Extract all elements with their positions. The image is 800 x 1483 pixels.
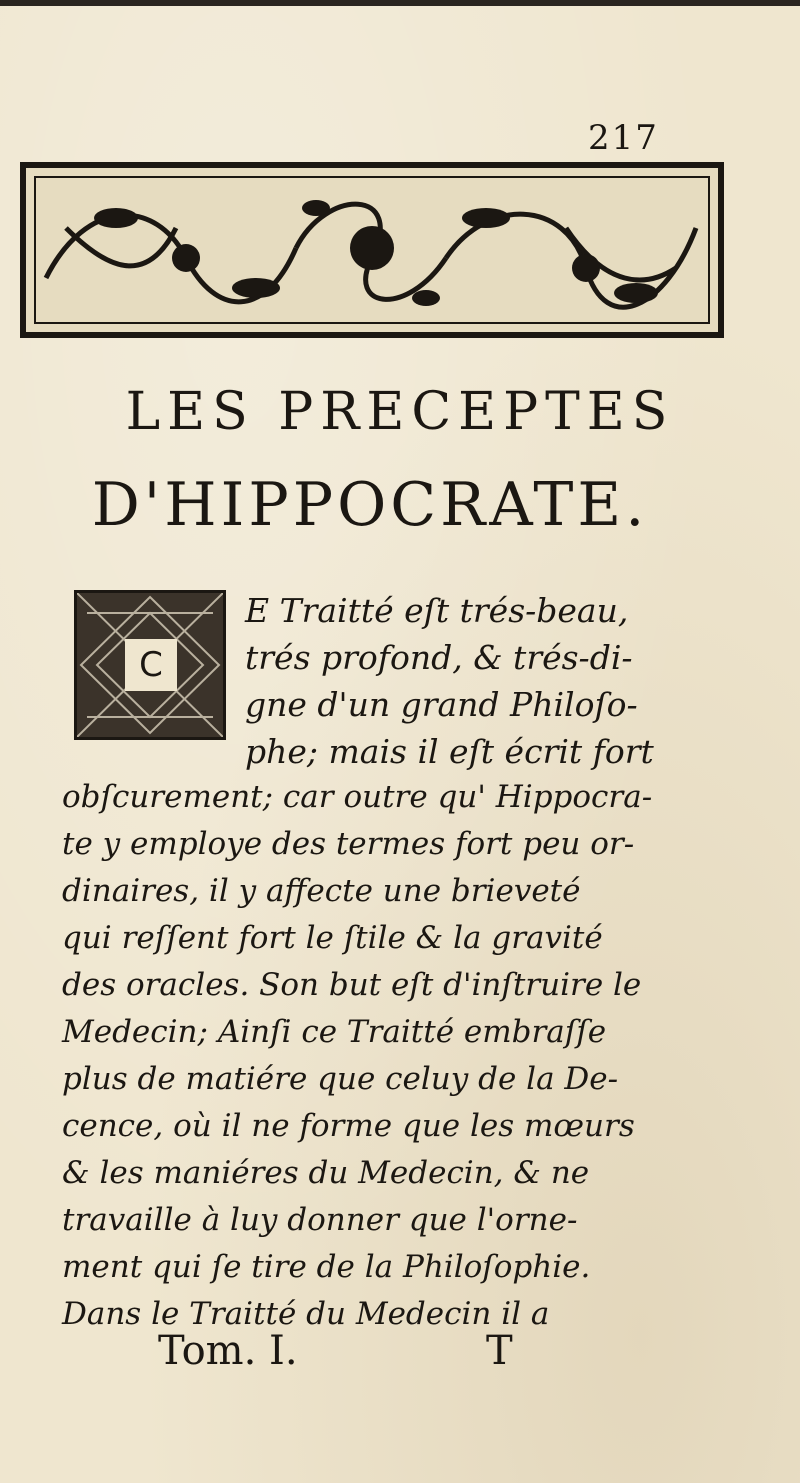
page-number: 217: [588, 118, 659, 158]
text-line: trés profond, & trés-di-: [245, 638, 633, 677]
text-line: E Traitté eſt trés-beau,: [245, 591, 629, 630]
text-line: obſcurement; car outre qu' Hippocra-: [62, 779, 653, 815]
text-line: qui reſſent fort le ſtile & la gravité: [62, 920, 603, 956]
title-line-2: D'HIPPOCRATE.: [91, 470, 649, 540]
text-line: & les maniéres du Medecin, & ne: [62, 1155, 590, 1191]
text-line: plus de matiére que celuy de la De-: [62, 1061, 619, 1097]
signature-mark: T: [486, 1328, 513, 1374]
initial-letter: C: [125, 639, 177, 691]
text-line: des oracles. Son but eſt d'inſtruire le: [62, 967, 642, 1003]
text-line: travaille à luy donner que l'orne-: [62, 1202, 578, 1238]
text-line: ment qui ſe tire de la Philoſophie.: [62, 1249, 591, 1285]
book-page: [0, 6, 800, 1483]
decorated-initial: [74, 590, 226, 740]
text-line: dinaires, il y affecte une brieveté: [62, 873, 581, 909]
text-line: phe; mais il eſt écrit fort: [245, 732, 654, 771]
title-line-1: LES PRECEPTES: [125, 382, 675, 442]
volume-label: Tom. I.: [158, 1328, 298, 1374]
text-line: Dans le Traitté du Medecin il a: [62, 1296, 550, 1332]
ornamental-headpiece: [20, 162, 724, 338]
text-line: gne d'un grand Philoſo-: [245, 685, 638, 724]
text-line: Medecin; Ainſi ce Traitté embraſſe: [62, 1014, 607, 1050]
text-line: cence, où il ne forme que les mœurs: [62, 1108, 635, 1144]
text-line: te y employe des termes fort peu or-: [62, 826, 635, 862]
